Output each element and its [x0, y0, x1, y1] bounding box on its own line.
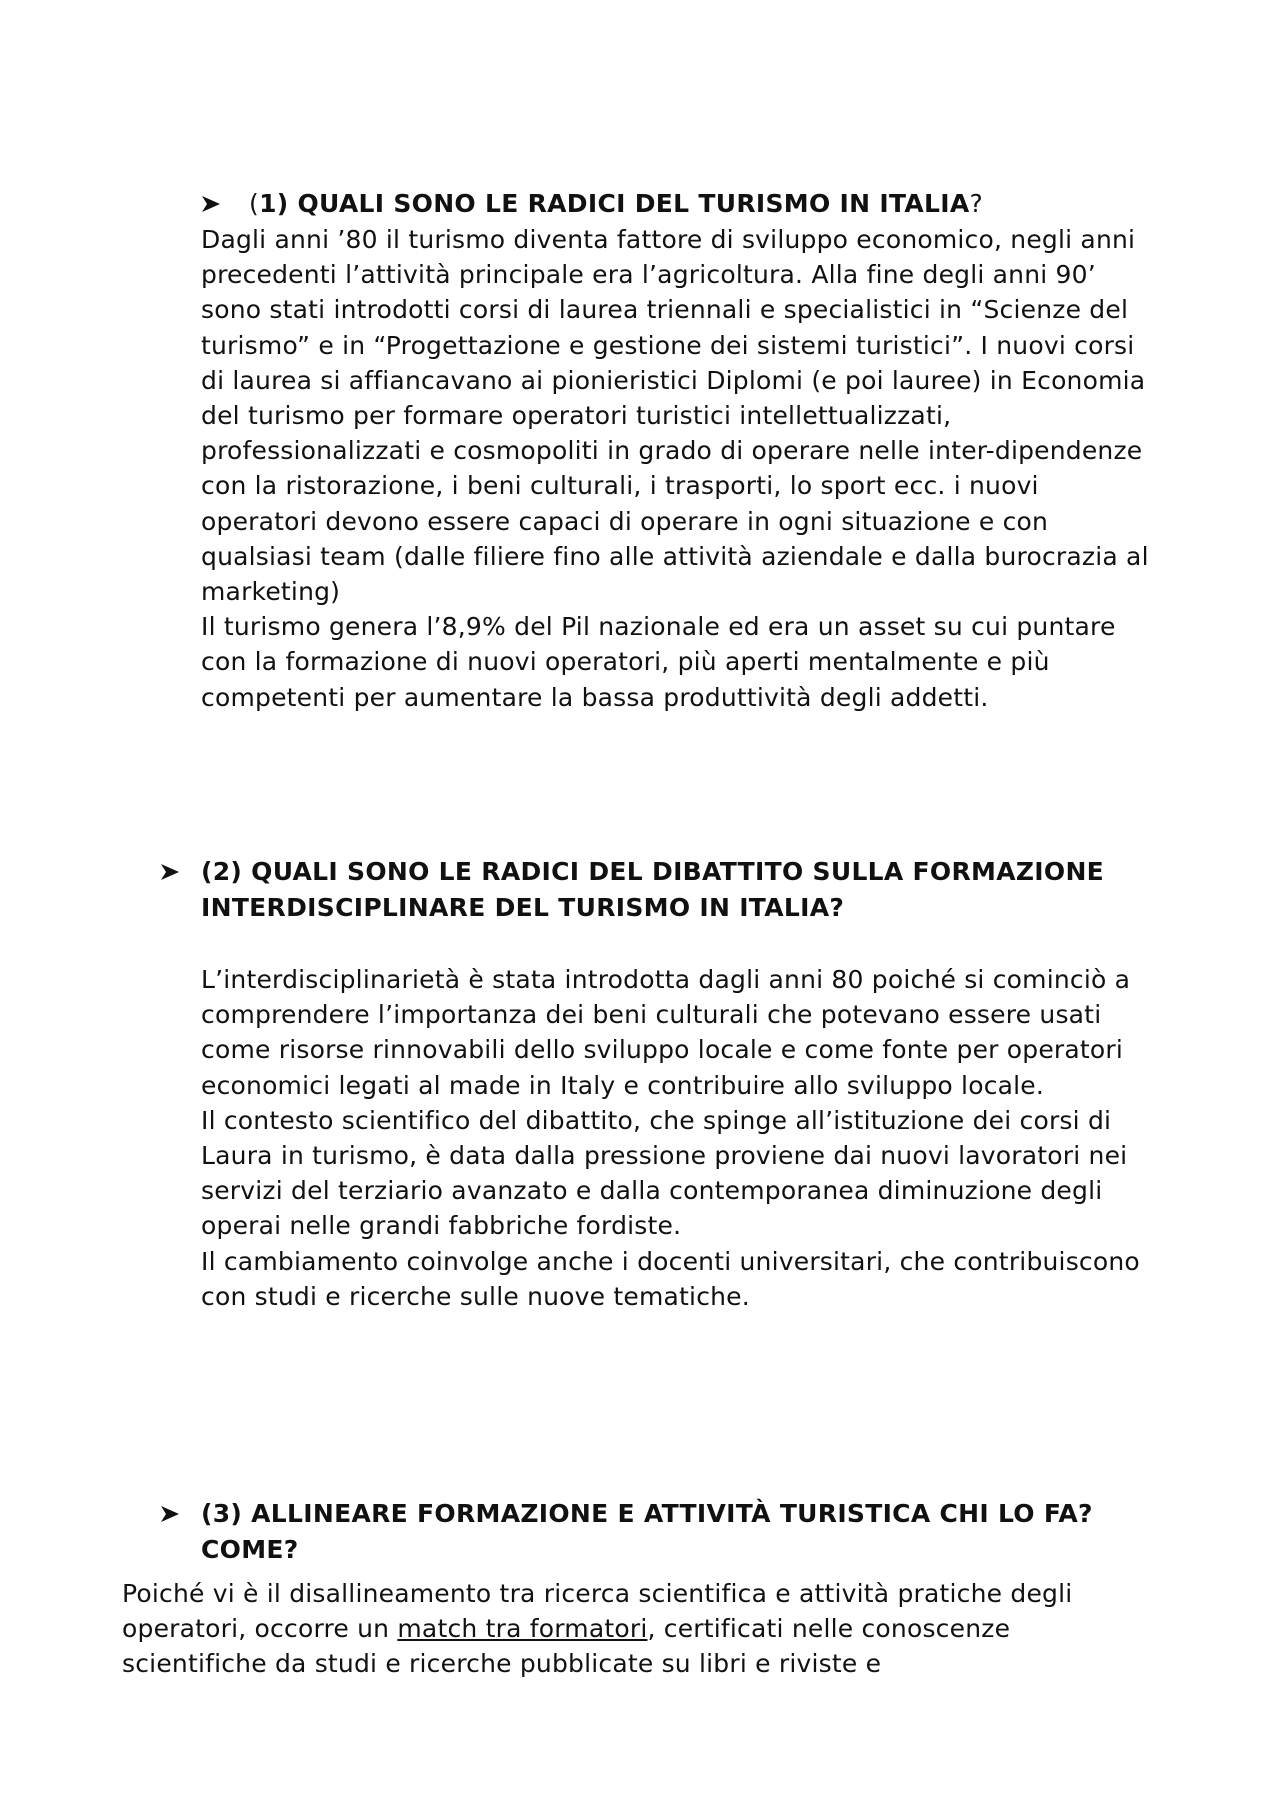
- heading-text: 1) QUALI SONO LE RADICI DEL TURISMO IN ITALIA: [259, 189, 970, 218]
- section-2: [160, 818, 1161, 1314]
- paragraph: Il cambiamento coinvolge anche i docenti universitari, che contribuiscono con studi e ricerche sulle nuove tematiche.: [201, 1246, 1140, 1311]
- section-3-heading: [160, 1460, 1161, 1568]
- body-text-after-link: , certificati nelle conoscenze scientifiche da studi e ricerche pubblicate su libri e riviste e: [122, 1614, 1011, 1679]
- paragraph: Il contesto scientifico del dibattito, che spinge all’istituzione dei corsi di Laura in turismo, è data dalla pressione proviene dai nuovi lavoratori nei servizi del terziario avanzato e dalla contemporanea diminuzione degli operai nelle grandi fabbriche fordiste.: [201, 1105, 1128, 1241]
- section-1-body: [201, 222, 1161, 715]
- heading-open-paren: (: [249, 189, 260, 218]
- section-3-body: [122, 1576, 1162, 1682]
- section-3: [160, 1460, 1161, 1568]
- section-2-body: [160, 962, 1161, 1314]
- arrowhead-bullet-icon: [201, 159, 221, 249]
- section-1: [201, 150, 1161, 715]
- heading-text: (3) ALLINEARE FORMAZIONE E ATTIVITÀ TURISTICA CHI LO FA? COME?: [201, 1499, 1093, 1564]
- arrowhead-bullet-icon: [160, 827, 180, 917]
- paragraph: [122, 1576, 1162, 1682]
- paragraph: L’interdisciplinarietà è stata introdotta dagli anni 80 poiché si cominciò a comprendere l’importanza dei beni culturali che potevano essere usati come risorse rinnovabili dello sviluppo locale e come fonte per operatori economici legati al made in Italy e contribuire allo sviluppo locale.: [201, 965, 1131, 1100]
- paragraph: Dagli anni ’80 il turismo diventa fattore di sviluppo economico, negli anni precedenti l’attività principale era l’agricoltura. Alla fine degli anni 90’ sono stati introdotti corsi di laurea triennali e specialistici in “Scienze del turismo” e in “Progettazione e gestione dei sistemi turistici”. I nuovi corsi di laurea si affiancavano ai pionieristici Diplomi (e poi lauree) in Economia del turismo per formare operatori turistici intellettualizzati, professionalizzati e cosmopoliti in grado di operare nelle inter-dipendenze con la ristorazione, i beni culturali, i trasporti, lo sport ecc. i nuovi operatori devono essere capaci di operare in ogni situazione e con qualsiasi team (dalle filiere fino alle attività aziendale e dalla burocrazia al marketing): [201, 225, 1149, 607]
- underlined-phrase: match tra formatori: [397, 1614, 648, 1644]
- section-2-heading: [160, 818, 1161, 926]
- arrowhead-bullet-icon: [160, 1469, 180, 1559]
- paragraph: Il turismo genera l’8,9% del Pil nazionale ed era un asset su cui puntare con la formazione di nuovi operatori, più aperti mentalmente e più competenti per aumentare la bassa produttività degli addetti.: [201, 612, 1116, 712]
- body-text-before-link: Poiché vi è il disallineamento tra ricerca scientifica e attività pratiche degli operatori, occorre un: [122, 1579, 1073, 1644]
- heading-question-mark: ?: [969, 189, 984, 218]
- heading-text: (2) QUALI SONO LE RADICI DEL DIBATTITO SULLA FORMAZIONE INTERDISCIPLINARE DEL TURISMO IN ITALIA?: [201, 857, 1105, 922]
- section-1-heading: [201, 150, 1161, 222]
